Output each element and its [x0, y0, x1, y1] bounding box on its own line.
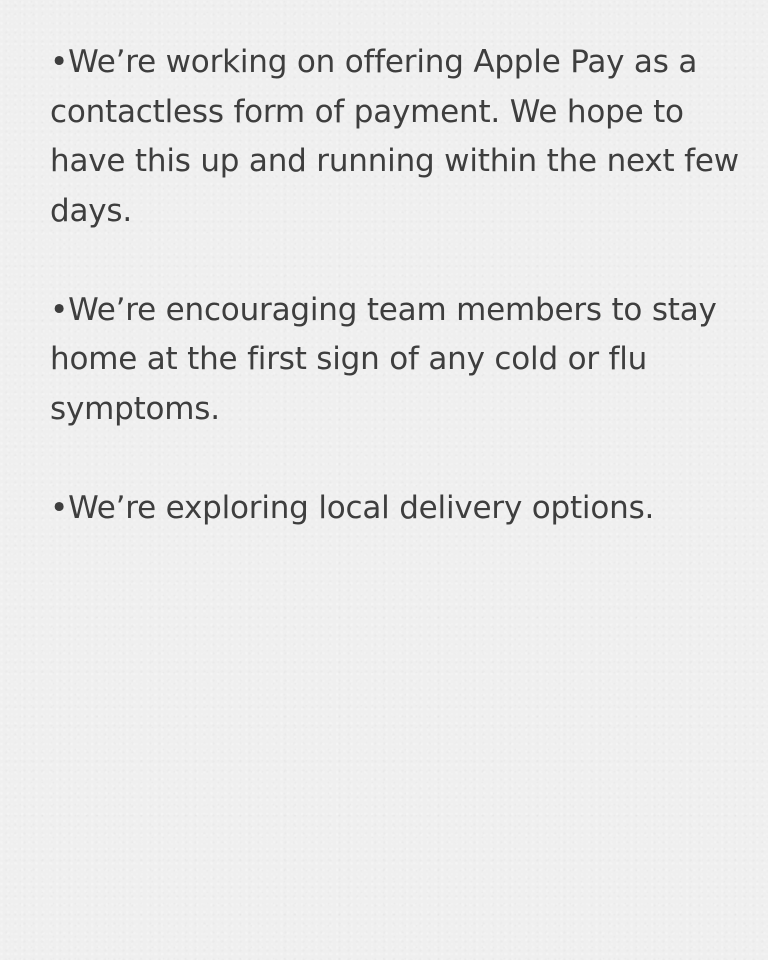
bullet-glyph: • — [50, 44, 69, 80]
note-body — [50, 38, 740, 533]
note-paragraph-delivery — [50, 484, 740, 534]
note-paragraph-apple-pay — [50, 38, 740, 236]
note-paragraph-stay-home — [50, 286, 740, 435]
bullet-glyph: • — [50, 489, 69, 526]
bullet-glyph: • — [50, 291, 69, 328]
paragraph-text: We’re encouraging team members to stay home at the first sign of any cold or flu symptoms. — [50, 291, 717, 427]
paragraph-text: We’re exploring local delivery options. — [68, 489, 655, 526]
paragraph-text: We’re working on offering Apple Pay as a contactless form of payment. We hope to have this up and running within the next few days. — [50, 44, 739, 229]
